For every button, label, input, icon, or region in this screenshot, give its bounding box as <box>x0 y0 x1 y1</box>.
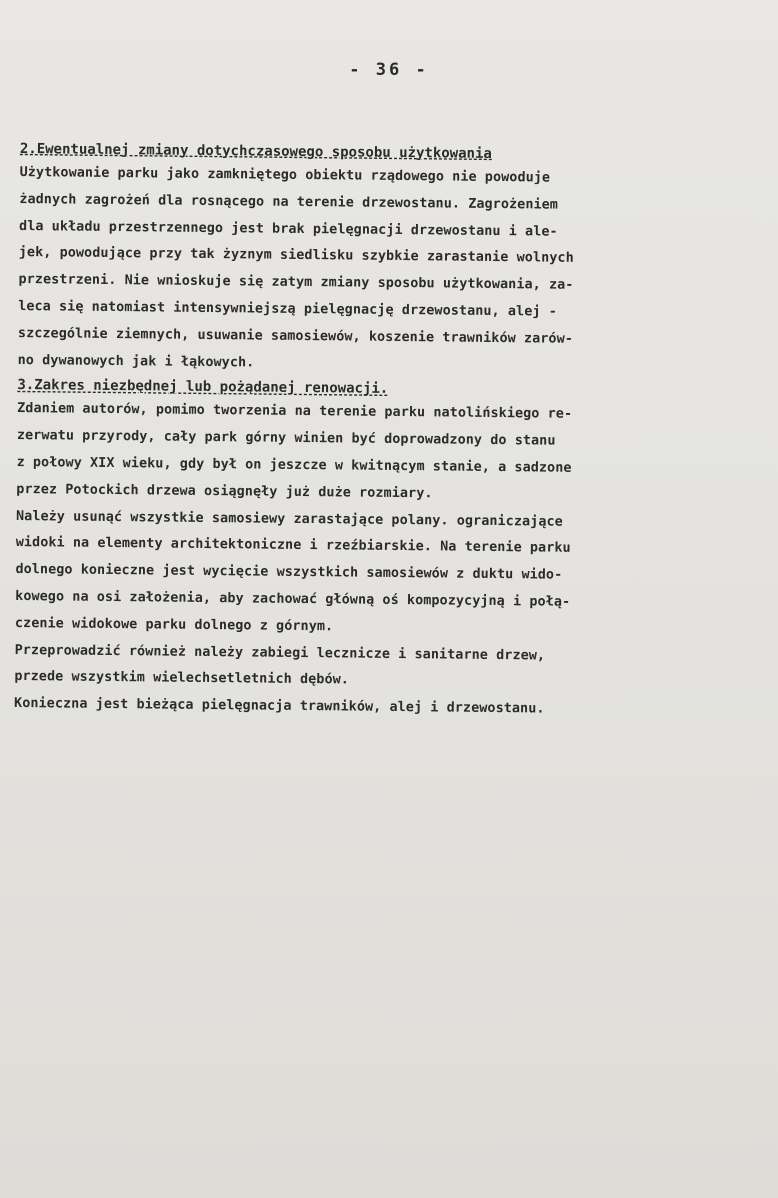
document-body <box>14 138 758 726</box>
text-line: zerwatu przyrody, cały park górny winien być doprowadzony do stanu <box>16 428 556 449</box>
text-line: dla układu przestrzennego jest brak pielęgnacji drzewostanu i ale- <box>18 218 558 240</box>
text-line: jek, powodujące przy tak żyznym siedlisku szybkie zarastanie wolnych <box>18 245 574 267</box>
text-line: z połowy XIX wieku, gdy był on jeszcze w kwitnącym stanie, a sadzone <box>16 454 572 476</box>
paragraph <box>16 396 755 511</box>
text-line: Należy usunąć wszystkie samosiewy zarastające polany. ograniczające <box>15 508 563 530</box>
text-line: przede wszystkim wielechsetletnich dębów. <box>14 669 350 688</box>
text-line: widoki na elementy architektoniczne i rzeźbiarskie. Na terenie parku <box>15 535 571 557</box>
paragraph <box>15 504 754 646</box>
text-line: przestrzeni. Nie wnioskuje się zatym zmiany sposobu użytkowania, za- <box>18 272 574 293</box>
text-line: szczególnie ziemnych, usuwanie samosiewów, koszenie trawników zarów- <box>17 325 574 347</box>
page-number: - 36 - <box>349 60 429 80</box>
paragraph <box>18 160 758 382</box>
text-line: dolnego konieczne jest wycięcie wszystkich samosiewów z duktu wido- <box>15 562 563 583</box>
text-line: Użytkowanie parku jako zamkniętego obiektu rządowego nie powoduje <box>19 164 551 186</box>
text-line: Przeprowadzić również należy zabiegi lecznicze i sanitarne drzew, <box>14 642 546 664</box>
text-line: Konieczna jest bieżąca pielęgnacja trawników, alej i drzewostanu. <box>13 696 545 717</box>
text-line: żadnych zagrożeń dla rosnącego na terenie drzewostanu. Zagrożeniem <box>19 191 559 213</box>
section-heading: 2.Ewentualnej zmiany dotychczasowego sposobu użytkowania <box>19 140 492 162</box>
paragraph <box>14 638 753 699</box>
text-line: czenie widokowe parku dolnego z górnym. <box>14 615 334 635</box>
text-line: no dywanowych jak i łąkowych. <box>17 352 255 371</box>
text-line: kowego na osi założenia, aby zachować główną oś kompozycyjną i połą- <box>15 588 571 610</box>
text-line: przez Potockich drzewa osiągnęły już duże rozmiary. <box>16 481 433 502</box>
section-heading: 3.Zakres niezbędnej lub pożądanej renowacji. <box>17 377 389 398</box>
text-line: leca się natomiast intensywniejszą pielęgnację drzewostanu, alej - <box>18 298 557 320</box>
text-line: Zdaniem autorów, pomimo tworzenia na terenie parku natolińskiego re- <box>17 401 573 423</box>
